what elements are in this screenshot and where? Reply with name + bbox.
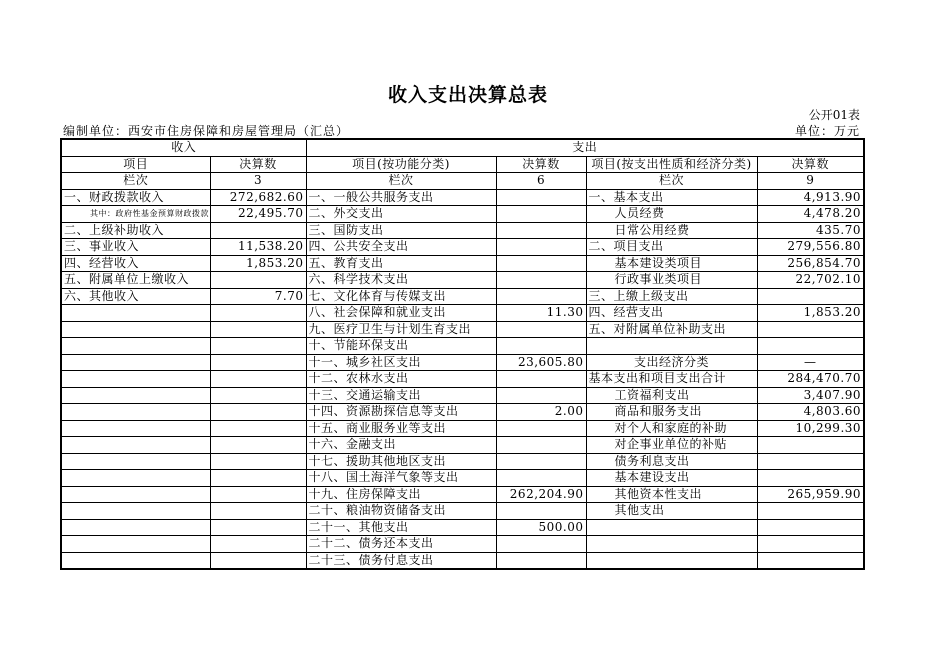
income-amount-cell: [210, 338, 306, 355]
func-item-cell: 十一、城乡社区支出: [306, 354, 496, 371]
econ-item-cell: 行政事业类项目: [586, 272, 757, 289]
income-amount-cell: 22,495.70: [210, 206, 306, 223]
func-amount-cell: 262,204.90: [496, 486, 586, 503]
income-amount-cell: [210, 503, 306, 520]
econ-amount-cell: 10,299.30: [757, 420, 864, 437]
income-amount-cell: [210, 470, 306, 487]
func-item-cell: 一、一般公共服务支出: [306, 189, 496, 206]
func-col-number: 6: [496, 173, 586, 190]
econ-amount-cell: [757, 288, 864, 305]
income-item-cell: 三、事业收入: [61, 239, 210, 256]
func-item-cell: 十二、农林水支出: [306, 371, 496, 388]
func-item-cell: 二十、粮油物资储备支出: [306, 503, 496, 520]
func-item-cell: 十三、交通运输支出: [306, 387, 496, 404]
income-item-cell: [61, 371, 210, 388]
econ-amount-cell: [757, 338, 864, 355]
func-item-cell: 九、医疗卫生与计划生育支出: [306, 321, 496, 338]
table-row: [61, 305, 864, 322]
econ-amount-cell: 435.70: [757, 222, 864, 239]
income-amount-cell: [210, 354, 306, 371]
econ-amount-cell: 3,407.90: [757, 387, 864, 404]
func-item-header: 项目(按功能分类): [306, 156, 496, 173]
income-col-number: 3: [210, 173, 306, 190]
income-amount-cell: [210, 321, 306, 338]
table-row: [61, 338, 864, 355]
income-item-cell: [61, 519, 210, 536]
income-item-cell: [61, 536, 210, 553]
econ-amount-cell: 284,470.70: [757, 371, 864, 388]
income-amount-cell: [210, 552, 306, 569]
income-item-cell: [61, 321, 210, 338]
econ-amount-cell: 279,556.80: [757, 239, 864, 256]
econ-amount-cell: [757, 519, 864, 536]
table-row: [61, 321, 864, 338]
func-item-cell: 十四、资源勘探信息等支出: [306, 404, 496, 421]
income-item-cell: 一、财政拨款收入: [61, 189, 210, 206]
func-item-cell: 二十二、债务还本支出: [306, 536, 496, 553]
econ-item-cell: [586, 519, 757, 536]
func-amount-cell: [496, 222, 586, 239]
income-amount-cell: [210, 305, 306, 322]
func-amount-cell: [496, 387, 586, 404]
income-item-cell: [61, 470, 210, 487]
econ-col-number: 9: [757, 173, 864, 190]
econ-item-cell: [586, 338, 757, 355]
func-amount-cell: [496, 288, 586, 305]
func-amount-cell: [496, 338, 586, 355]
header-row-columns: [61, 156, 864, 173]
econ-amount-cell: 4,478.20: [757, 206, 864, 223]
table-row: [61, 222, 864, 239]
econ-amount-cell: [757, 503, 864, 520]
econ-item-cell: 支出经济分类: [586, 354, 757, 371]
func-item-cell: 四、公共安全支出: [306, 239, 496, 256]
income-item-cell: 四、经营收入: [61, 255, 210, 272]
income-amount-cell: [210, 486, 306, 503]
income-item-cell: [61, 453, 210, 470]
econ-item-cell: 对企事业单位的补贴: [586, 437, 757, 454]
income-group-header: 收入: [61, 139, 306, 156]
income-amount-cell: 11,538.20: [210, 239, 306, 256]
econ-item-header: 项目(按支出性质和经济分类): [586, 156, 757, 173]
econ-item-cell: 基本建设支出: [586, 470, 757, 487]
income-amount-cell: [210, 420, 306, 437]
table-row: [61, 552, 864, 569]
func-amount-cell: [496, 420, 586, 437]
income-amount-cell: [210, 371, 306, 388]
income-amount-cell: 7.70: [210, 288, 306, 305]
func-item-cell: 二十三、债务付息支出: [306, 552, 496, 569]
func-amount-cell: 11.30: [496, 305, 586, 322]
organization-label: 编制单位：西安市住房保障和房屋管理局（汇总）: [63, 124, 350, 138]
income-item-cell: [61, 404, 210, 421]
econ-amount-cell: [757, 552, 864, 569]
econ-amount-cell: [757, 453, 864, 470]
header-row-groups: [61, 139, 864, 156]
func-amount-cell: [496, 437, 586, 454]
header-row-column-numbers: [61, 173, 864, 190]
income-item-cell: [61, 354, 210, 371]
table-row: [61, 206, 864, 223]
econ-amount-cell: [757, 470, 864, 487]
table-row: [61, 387, 864, 404]
econ-amount-cell: 1,853.20: [757, 305, 864, 322]
income-expense-table: [60, 138, 865, 570]
func-amount-header: 决算数: [496, 156, 586, 173]
table-row: [61, 239, 864, 256]
table-row: [61, 189, 864, 206]
income-amount-cell: [210, 272, 306, 289]
func-item-cell: 三、国防支出: [306, 222, 496, 239]
income-amount-cell: [210, 222, 306, 239]
income-amount-cell: 272,682.60: [210, 189, 306, 206]
table-row: [61, 470, 864, 487]
income-amount-cell: [210, 437, 306, 454]
econ-amount-cell: [757, 321, 864, 338]
econ-amount-cell: 265,959.90: [757, 486, 864, 503]
func-amount-cell: [496, 206, 586, 223]
income-amount-cell: [210, 453, 306, 470]
econ-amount-cell: 4,913.90: [757, 189, 864, 206]
income-amount-cell: [210, 404, 306, 421]
income-amount-cell: 1,853.20: [210, 255, 306, 272]
func-item-cell: 七、文化体育与传媒支出: [306, 288, 496, 305]
form-number: 公开01表: [808, 108, 860, 122]
func-item-cell: 十五、商业服务业等支出: [306, 420, 496, 437]
table-row: [61, 486, 864, 503]
func-item-cell: 十六、金融支出: [306, 437, 496, 454]
income-amount-cell: [210, 536, 306, 553]
income-item-cell: [61, 503, 210, 520]
func-item-cell: 六、科学技术支出: [306, 272, 496, 289]
func-col-label: 栏次: [306, 173, 496, 190]
econ-item-cell: 债务利息支出: [586, 453, 757, 470]
func-amount-cell: [496, 453, 586, 470]
table-row: [61, 288, 864, 305]
econ-item-cell: 日常公用经费: [586, 222, 757, 239]
func-item-cell: 十九、住房保障支出: [306, 486, 496, 503]
table-row: [61, 255, 864, 272]
expense-group-header: 支出: [306, 139, 864, 156]
income-item-cell: [61, 305, 210, 322]
table-row: [61, 503, 864, 520]
func-item-cell: 二、外交支出: [306, 206, 496, 223]
econ-col-label: 栏次: [586, 173, 757, 190]
econ-item-cell: 二、项目支出: [586, 239, 757, 256]
income-item-cell: [61, 420, 210, 437]
func-amount-cell: [496, 503, 586, 520]
econ-item-cell: 三、上缴上级支出: [586, 288, 757, 305]
econ-item-cell: 其他资本性支出: [586, 486, 757, 503]
econ-amount-cell: [757, 536, 864, 553]
income-item-header: 项目: [61, 156, 210, 173]
econ-item-cell: 其他支出: [586, 503, 757, 520]
income-item-cell: [61, 338, 210, 355]
econ-item-cell: 五、对附属单位补助支出: [586, 321, 757, 338]
func-amount-cell: [496, 255, 586, 272]
income-item-cell: 二、上级补助收入: [61, 222, 210, 239]
econ-item-cell: 工资福利支出: [586, 387, 757, 404]
table-row: [61, 453, 864, 470]
func-amount-cell: 500.00: [496, 519, 586, 536]
income-item-cell: [61, 552, 210, 569]
unit-label: 单位：万元: [794, 124, 860, 138]
table-row: [61, 272, 864, 289]
func-amount-cell: [496, 536, 586, 553]
income-amount-cell: [210, 387, 306, 404]
func-amount-cell: [496, 239, 586, 256]
table-row: [61, 354, 864, 371]
func-item-cell: 五、教育支出: [306, 255, 496, 272]
func-item-cell: 二十一、其他支出: [306, 519, 496, 536]
func-item-cell: 十、节能环保支出: [306, 338, 496, 355]
income-item-cell: [61, 486, 210, 503]
report-title: 收入支出决算总表: [387, 84, 548, 106]
func-item-cell: 十八、国土海洋气象等支出: [306, 470, 496, 487]
func-amount-cell: [496, 321, 586, 338]
table-row: [61, 437, 864, 454]
func-amount-cell: [496, 189, 586, 206]
econ-amount-header: 决算数: [757, 156, 864, 173]
table-row: [61, 519, 864, 536]
income-item-cell: 其中：政府性基金预算财政拨款: [61, 206, 210, 223]
econ-item-cell: 人员经费: [586, 206, 757, 223]
table-row: [61, 420, 864, 437]
econ-item-cell: 基本建设类项目: [586, 255, 757, 272]
econ-item-cell: 商品和服务支出: [586, 404, 757, 421]
income-item-cell: [61, 437, 210, 454]
econ-amount-cell: 4,803.60: [757, 404, 864, 421]
income-amount-cell: [210, 519, 306, 536]
income-amount-header: 决算数: [210, 156, 306, 173]
func-amount-cell: [496, 371, 586, 388]
income-item-cell: [61, 387, 210, 404]
econ-item-cell: 对个人和家庭的补助: [586, 420, 757, 437]
econ-amount-cell: —: [757, 354, 864, 371]
table-row: [61, 536, 864, 553]
econ-item-cell: 基本支出和项目支出合计: [586, 371, 757, 388]
income-item-cell: 五、附属单位上缴收入: [61, 272, 210, 289]
func-amount-cell: [496, 272, 586, 289]
func-amount-cell: [496, 470, 586, 487]
econ-item-cell: [586, 536, 757, 553]
table-row: [61, 371, 864, 388]
econ-item-cell: 一、基本支出: [586, 189, 757, 206]
income-item-cell: 六、其他收入: [61, 288, 210, 305]
table-row: [61, 404, 864, 421]
func-amount-cell: 23,605.80: [496, 354, 586, 371]
func-amount-cell: 2.00: [496, 404, 586, 421]
econ-amount-cell: 22,702.10: [757, 272, 864, 289]
func-item-cell: 八、社会保障和就业支出: [306, 305, 496, 322]
econ-item-cell: 四、经营支出: [586, 305, 757, 322]
func-item-cell: 十七、援助其他地区支出: [306, 453, 496, 470]
income-col-label: 栏次: [61, 173, 210, 190]
func-amount-cell: [496, 552, 586, 569]
econ-item-cell: [586, 552, 757, 569]
econ-amount-cell: 256,854.70: [757, 255, 864, 272]
econ-amount-cell: [757, 437, 864, 454]
